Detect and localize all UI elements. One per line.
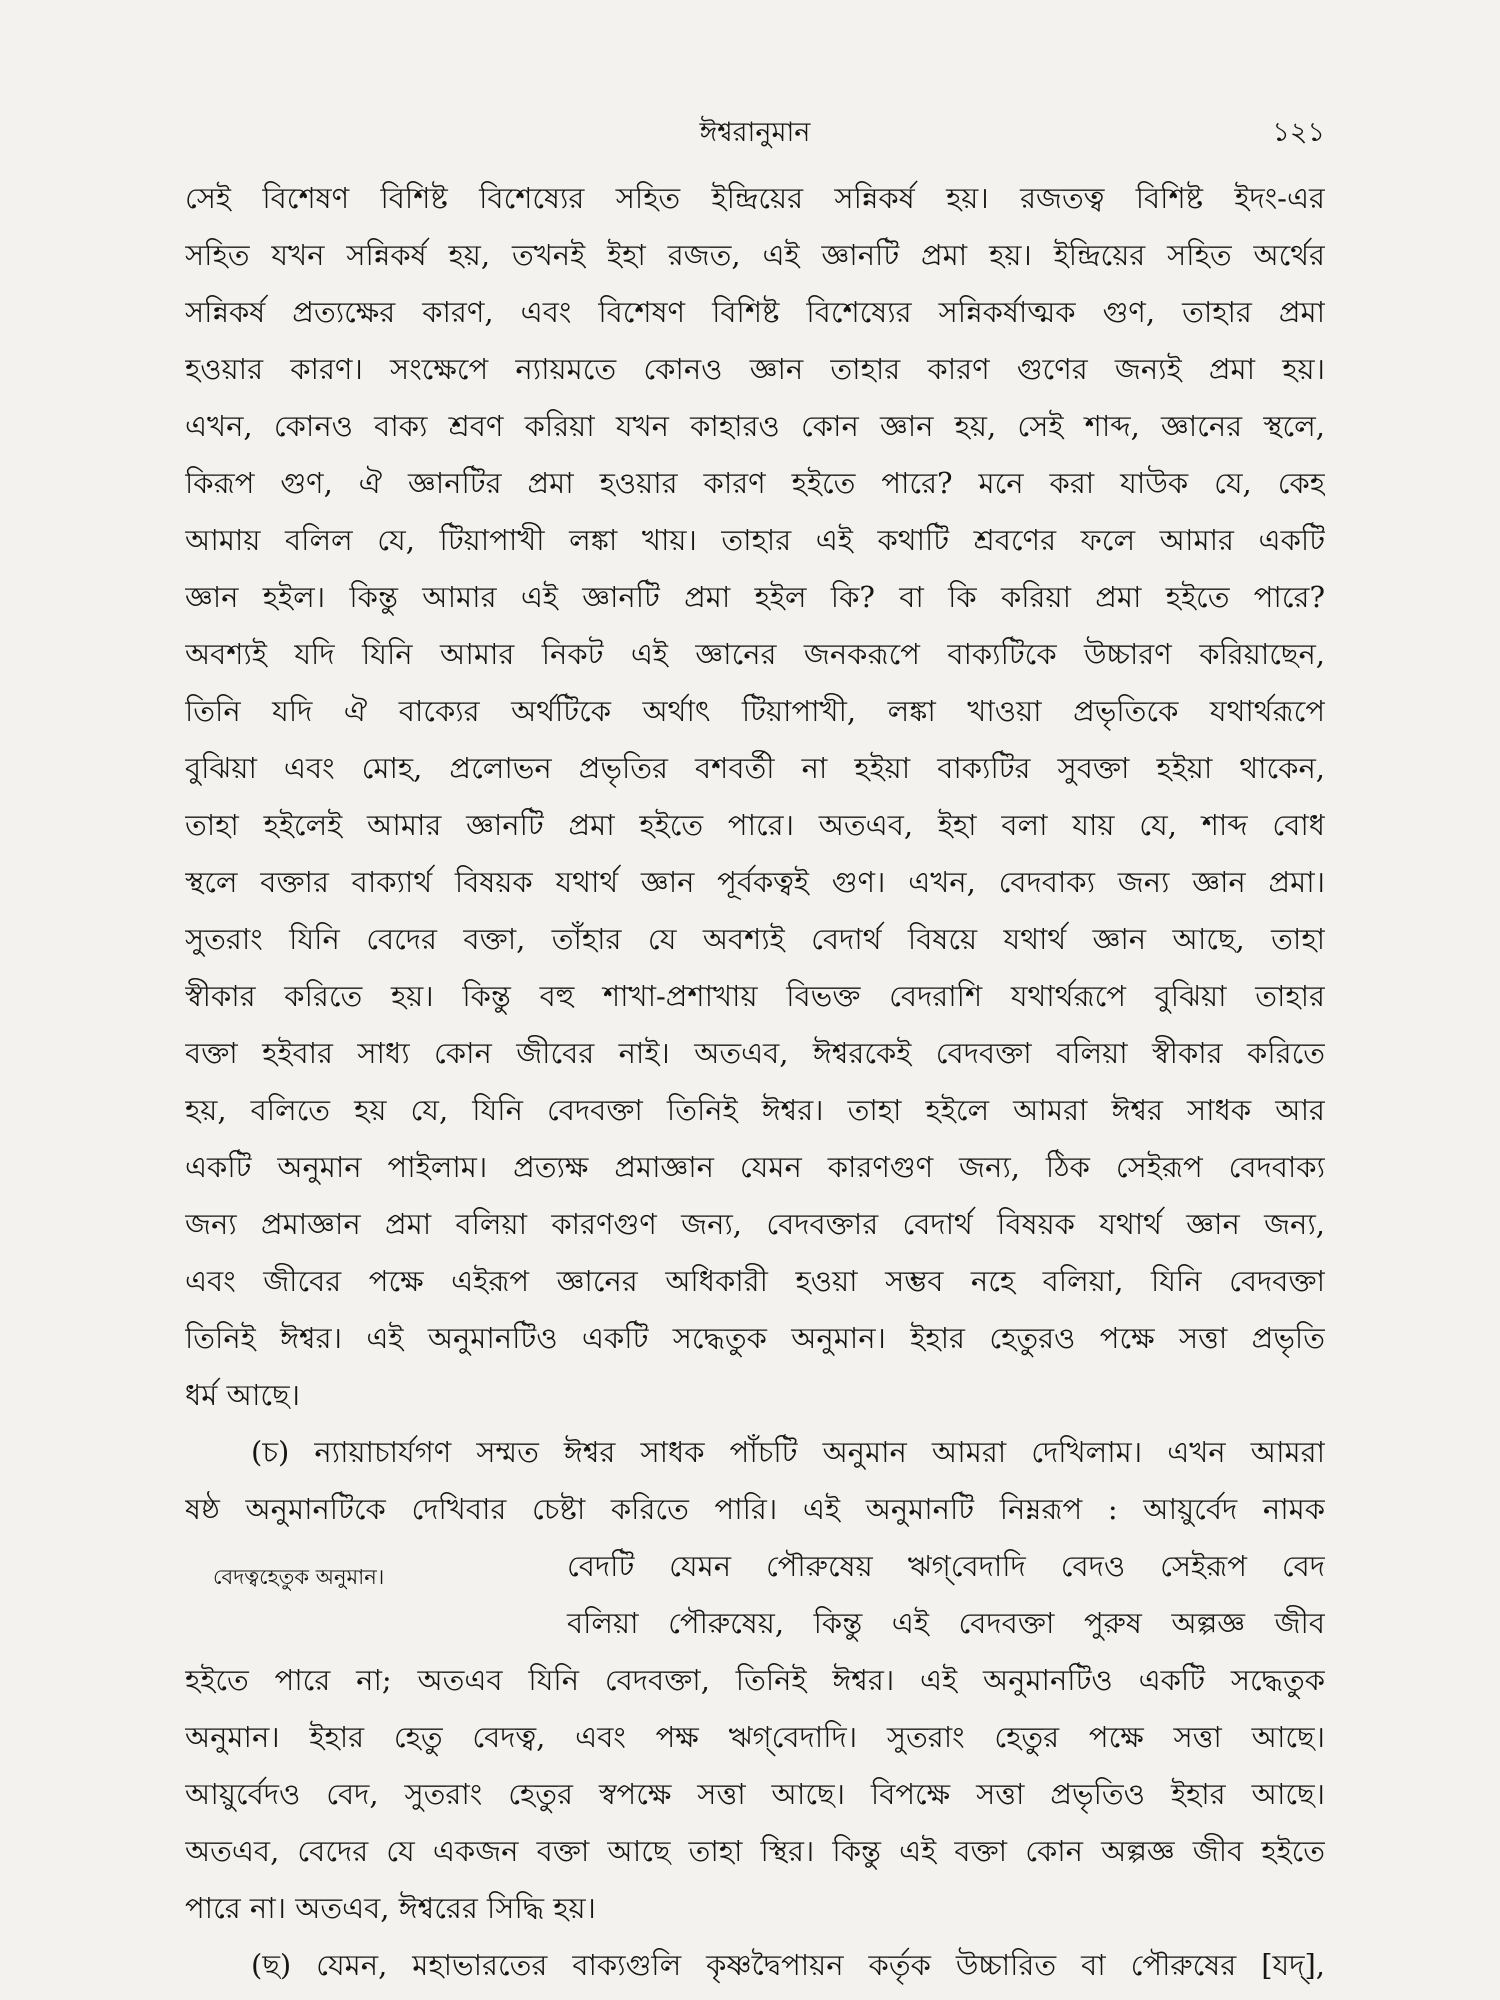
text-line: তিনি যদি ঐ বাক্যের অর্থটিকে অর্থাৎ টিয়াপাখী, লঙ্কা খাওয়া প্রভৃতিকে যথার্থরূপে <box>185 694 1325 728</box>
text-line: বক্তা হইবার সাধ্য কোন জীবের নাই। অতএব, ঈশ্বরকেই বেদবক্তা বলিয়া স্বীকার করিতে <box>185 1036 1325 1070</box>
margin-note: বেদত্বহেতুক অনুমান। <box>213 1565 385 1589</box>
text-line: অনুমান। ইহার হেতু বেদত্ব, এবং পক্ষ ঋগ্‌বেদাদি। সুতরাং হেতুর পক্ষে সত্তা আছে। <box>185 1720 1325 1754</box>
text-line: ধর্ম আছে। <box>185 1378 300 1412</box>
running-title: ঈশ্বরানুমান <box>699 117 811 148</box>
text-line: বুঝিয়া এবং মোহ, প্রলোভন প্রভৃতির বশবর্তী না হইয়া বাক্যটির সুবক্তা হইয়া থাকেন, <box>185 751 1325 785</box>
text-line: বেদটি যেমন পৌরুষেয় ঋগ্‌বেদাদি বেদও সেইরূপ বেদ <box>567 1549 1325 1583</box>
text-line: এবং জীবের পক্ষে এইরূপ জ্ঞানের অধিকারী হওয়া সম্ভব নহে বলিয়া, যিনি বেদবক্তা <box>185 1264 1325 1298</box>
paragraph-start-line: (ছ) যেমন, মহাভারতের বাক্যগুলি কৃষ্ণদ্বৈপায়ন কর্তৃক উচ্চারিত বা পৌরুষের [যদ্], <box>251 1948 1325 1982</box>
text-line: সন্নিকর্ষ প্রত্যক্ষের কারণ, এবং বিশেষণ বিশিষ্ট বিশেষ্যের সন্নিকর্ষাত্মক গুণ, তাহার প্রমা <box>185 295 1325 329</box>
text-line: সুতরাং যিনি বেদের বক্তা, তাঁহার যে অবশ্যই বেদার্থ বিষয়ে যথার্থ জ্ঞান আছে, তাহা <box>185 922 1325 956</box>
text-line: স্বীকার করিতে হয়। কিন্তু বহু শাখা-প্রশাখায় বিভক্ত বেদরাশি যথার্থরূপে বুঝিয়া তাহার <box>185 979 1325 1013</box>
text-line: তাহা হইলেই আমার জ্ঞানটি প্রমা হইতে পারে। অতএব, ইহা বলা যায় যে, শাব্দ বোধ <box>185 808 1325 842</box>
text-line: হইতে পারে না; অতএব যিনি বেদবক্তা, তিনিই ঈশ্বর। এই অনুমানটিও একটি সদ্ধেতুক <box>185 1663 1325 1697</box>
text-line: অতএব, বেদের যে একজন বক্তা আছে তাহা স্থির। কিন্তু এই বক্তা কোন অল্পজ্ঞ জীব হইতে <box>185 1834 1325 1868</box>
text-line: আয়ুর্বেদও বেদ, সুতরাং হেতুর স্বপক্ষে সত্তা আছে। বিপক্ষে সত্তা প্রভৃতিও ইহার আছে। <box>185 1777 1325 1811</box>
text-line: একটি অনুমান পাইলাম। প্রত্যক্ষ প্রমাজ্ঞান যেমন কারণগুণ জন্য, ঠিক সেইরূপ বেদবাক্য <box>185 1150 1325 1184</box>
text-line: অবশ্যই যদি যিনি আমার নিকট এই জ্ঞানের জনকরূপে বাক্যটিকে উচ্চারণ করিয়াছেন, <box>185 637 1325 671</box>
text-line: তিনিই ঈশ্বর। এই অনুমানটিও একটি সদ্ধেতুক অনুমান। ইহার হেতুরও পক্ষে সত্তা প্রভৃতি <box>185 1321 1325 1355</box>
text-line: জন্য প্রমাজ্ঞান প্রমা বলিয়া কারণগুণ জন্য, বেদবক্তার বেদার্থ বিষয়ক যথার্থ জ্ঞান জন্য, <box>185 1207 1325 1241</box>
paragraph-start-line: (চ) ন্যায়াচার্যগণ সম্মত ঈশ্বর সাধক পাঁচটি অনুমান আমরা দেখিলাম। এখন আমরা <box>251 1435 1325 1469</box>
body-text <box>185 170 1325 1994</box>
text-line: স্থলে বক্তার বাক্যার্থ বিষয়ক যথার্থ জ্ঞান পূর্বকত্বই গুণ। এখন, বেদবাক্য জন্য জ্ঞান প্রমা। <box>185 865 1325 899</box>
text-line: হয়, বলিতে হয় যে, যিনি বেদবক্তা তিনিই ঈশ্বর। তাহা হইলে আমরা ঈশ্বর সাধক আর <box>185 1093 1325 1127</box>
page-header <box>185 112 1325 152</box>
margin-note-block <box>185 1538 1325 1652</box>
page-number: ১২১ <box>1272 117 1325 148</box>
text-line: কিরূপ গুণ, ঐ জ্ঞানটির প্রমা হওয়ার কারণ হইতে পারে? মনে করা যাউক যে, কেহ <box>185 466 1325 500</box>
text-line: আমায় বলিল যে, টিয়াপাখী লঙ্কা খায়। তাহার এই কথাটি শ্রবণের ফলে আমার একটি <box>185 523 1325 557</box>
text-line: এখন, কোনও বাক্য শ্রবণ করিয়া যখন কাহারও কোন জ্ঞান হয়, সেই শাব্দ, জ্ঞানের স্থলে, <box>185 409 1325 443</box>
text-line: ষষ্ঠ অনুমানটিকে দেখিবার চেষ্টা করিতে পারি। এই অনুমানটি নিম্নরূপ : আয়ুর্বেদ নামক <box>185 1492 1325 1526</box>
text-line: জ্ঞান হইল। কিন্তু আমার এই জ্ঞানটি প্রমা হইল কি? বা কি করিয়া প্রমা হইতে পারে? <box>185 580 1325 614</box>
text-line: হওয়ার কারণ। সংক্ষেপে ন্যায়মতে কোনও জ্ঞান তাহার কারণ গুণের জন্যই প্রমা হয়। <box>185 352 1325 386</box>
text-line: সেই বিশেষণ বিশিষ্ট বিশেষ্যের সহিত ইন্দ্রিয়ের সন্নিকর্ষ হয়। রজতত্ব বিশিষ্ট ইদং-এর <box>185 181 1325 215</box>
text-line: বলিয়া পৌরুষেয়, কিন্তু এই বেদবক্তা পুরুষ অল্পজ্ঞ জীব <box>567 1606 1325 1640</box>
text-line: সহিত যখন সন্নিকর্ষ হয়, তখনই ইহা রজত, এই জ্ঞানটি প্রমা হয়। ইন্দ্রিয়ের সহিত অর্থের <box>185 238 1325 272</box>
text-line: পারে না। অতএব, ঈশ্বরের সিদ্ধি হয়। <box>185 1891 596 1925</box>
